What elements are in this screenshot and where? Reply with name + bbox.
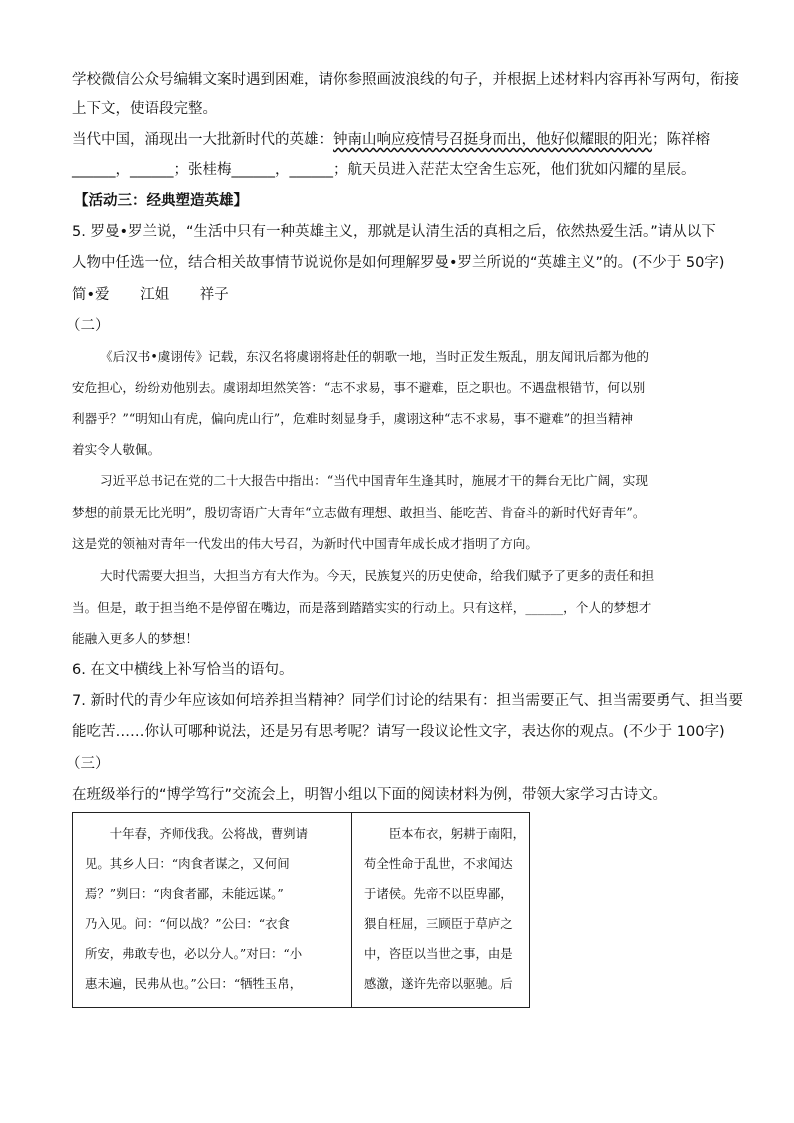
intro-line-2: 上下文，使语段完整。 bbox=[72, 101, 217, 117]
question-5-line-1: 5. 罗曼•罗兰说，“生活中只有一种英雄主义，那就是认清生活的真相之后，依然热爱生活。”请从以下 bbox=[72, 224, 716, 240]
wavy-underlined-sentence: 钟南山响应疫情号召挺身而出，他好似耀眼的阳光 bbox=[333, 132, 652, 148]
section-2-p1-line-3: 利器乎？”“明知山有虎，偏向虎山行”，危难时刻显身手，虞诩这种“志不求易，事不避难”的担当精神 bbox=[72, 411, 634, 426]
chu-shi-biao-line: 猥自枉屈，三顾臣于草庐之 bbox=[364, 916, 513, 931]
cao-gui-line: 惠未遍，民弗从也。”公曰：“牺牲玉帛， bbox=[85, 976, 303, 991]
section-2-p2-line-1: 习近平总书记在党的二十大报告中指出：“当代中国青年生逢其时，施展才干的舞台无比广阔，实现 bbox=[100, 473, 648, 488]
chu-shi-biao-line: 苟全性命于乱世，不求闻达 bbox=[364, 856, 513, 871]
section-2-p3-line-2: 当。但是，敢于担当绝不是停留在嘴边，而是落到踏踏实实的行动上。只有这样，______，个人的梦想才 bbox=[72, 600, 652, 615]
question-5-line-2: 人物中任选一位，结合相关故事情节说说你是如何理解罗曼•罗兰所说的“英雄主义”的。(不少于 50字) bbox=[72, 255, 725, 271]
intro-line-4: ______，______；张桂梅______，______；航天员进入茫茫太空舍生忘死，他们犹如闪耀的星辰。 bbox=[72, 162, 696, 178]
option-xiangzi: 祥子 bbox=[199, 287, 229, 303]
chu-shi-biao-line: 中，咨臣以当世之事，由是 bbox=[364, 946, 513, 961]
section-2-heading: （二） bbox=[66, 318, 110, 334]
section-2-p1-line-4: 着实令人敬佩。 bbox=[72, 442, 161, 457]
cao-gui-text-cell bbox=[73, 813, 352, 1008]
chu-shi-biao-line: 于诸侯。先帝不以臣卑鄙， bbox=[364, 886, 513, 901]
question-5-options bbox=[72, 285, 229, 305]
chu-shi-biao-line: 臣本布衣，躬耕于南阳， bbox=[364, 826, 526, 841]
chu-shi-biao-line: 感激，遂许先帝以驱驰。后 bbox=[364, 976, 513, 991]
section-2-p1-line-1: 《后汉书•虞诩传》记载，东汉名将虞诩将赴任的朝歌一地，当时正发生叛乱，朋友闻讯后都为他的 bbox=[100, 349, 649, 364]
option-jiang-jie: 江姐 bbox=[140, 287, 170, 303]
option-jane-eyre: 简•爱 bbox=[72, 287, 110, 303]
section-2-p2-line-3: 这是党的领袖对青年一代发出的伟大号召，为新时代中国青年成长成才指明了方向。 bbox=[72, 536, 538, 551]
intro-line-1: 学校微信公众号编辑文案时遇到困难，请你参照画波浪线的句子，并根据上述材料内容再补写两句，衔接 bbox=[72, 72, 739, 88]
intro-line-3 bbox=[72, 130, 710, 150]
cao-gui-line: 乃入见。问：“何以战？”公曰：“衣食 bbox=[85, 916, 290, 931]
section-2-p1-line-2: 安危担心，纷纷劝他别去。虞诩却坦然笑答：“志不求易，事不避难，臣之职也。不遇盘根错节，何以别 bbox=[72, 380, 646, 395]
cao-gui-line: 焉？”刿曰：“肉食者鄙，未能远谋。” bbox=[85, 886, 284, 901]
intro-line-3-after: ；陈祥榕 bbox=[652, 132, 710, 148]
intro-line-3-before: 当代中国，涌现出一大批新时代的英雄： bbox=[72, 132, 333, 148]
section-3-heading: （三） bbox=[66, 756, 110, 772]
question-7-line-1: 7. 新时代的青少年应该如何培养担当精神？同学们讨论的结果有：担当需要正气、担当需要勇气、担当要 bbox=[72, 693, 743, 709]
section-2-p3-line-1: 大时代需要大担当，大担当方有大作为。今天，民族复兴的历史使命，给我们赋予了更多的责任和担 bbox=[100, 568, 655, 583]
chu-shi-biao-text-cell bbox=[352, 813, 530, 1008]
question-7-line-2: 能吃苦……你认可哪种说法，还是另有思考呢？请写一段议论性文字，表达你的观点。(不少于 100字) bbox=[72, 724, 725, 740]
section-2-p3-line-3: 能融入更多人的梦想！ bbox=[72, 631, 198, 646]
cao-gui-line: 所安，弗敢专也，必以分人。”对曰：“小 bbox=[85, 946, 303, 961]
cao-gui-line: 见。其乡人曰：“肉食者谋之，又何间 bbox=[85, 856, 290, 871]
question-6: 6. 在文中横线上补写恰当的语句。 bbox=[72, 662, 294, 678]
section-3-intro: 在班级举行的“博学笃行”交流会上，明智小组以下面的阅读材料为例，带领大家学习古诗文。 bbox=[72, 787, 668, 803]
cao-gui-line: 十年春，齐师伐我。公将战，曹刿请 bbox=[85, 826, 309, 841]
section-2-p2-line-2: 梦想的前景无比光明”，殷切寄语广大青年“立志做有理想、敢担当、能吃苦、肯奋斗的新时代好青年”。 bbox=[72, 505, 646, 520]
reading-material-table bbox=[72, 812, 530, 1008]
activity-3-heading: 【活动三：经典塑造英雄】 bbox=[74, 193, 248, 209]
